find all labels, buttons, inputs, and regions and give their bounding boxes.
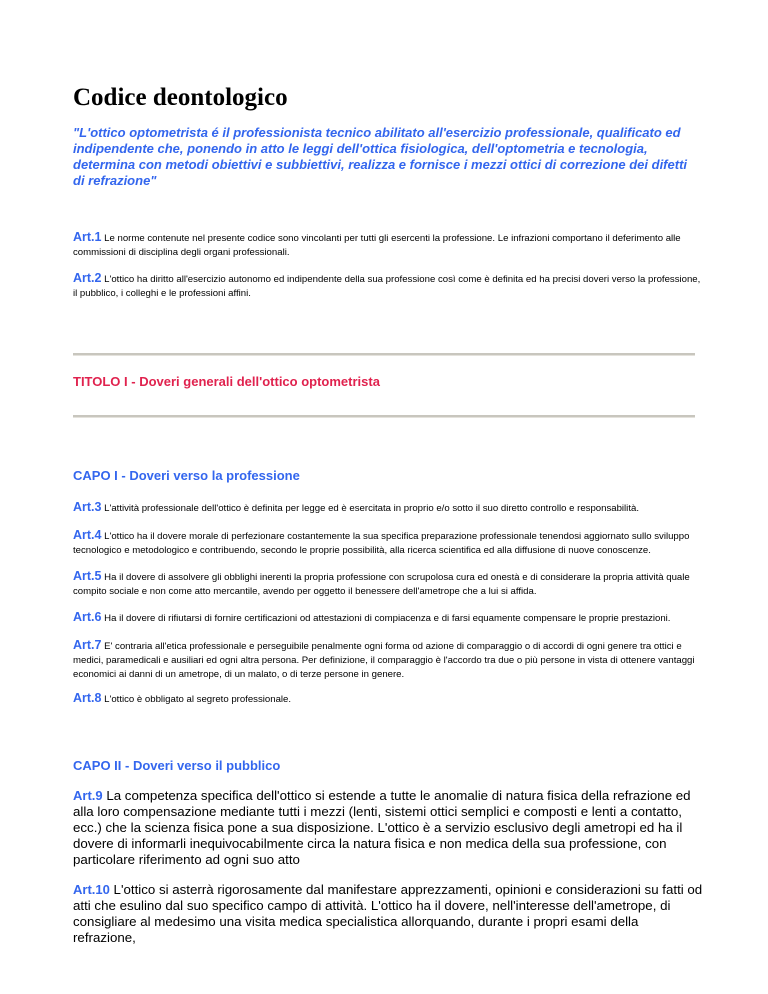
- article-text: Ha il dovere di assolvere gli obblighi inerenti la propria professione con scrupolosa cura ed onestà e di considerare la propria attività quale compito sociale e non come atto mercantile, avendo per oggetto il benessere dell'ametrope che a lui si affida.: [73, 572, 690, 597]
- article-text: Ha il dovere di rifiutarsi di fornire certificazioni od attestazioni di compiacenza e di farsi equamente compensare le proprie prestazioni.: [101, 613, 671, 624]
- article-number: Art.5: [73, 569, 102, 583]
- article-number: Art.2: [73, 271, 102, 285]
- chapter-heading: CAPO II - Doveri verso il pubblico: [73, 758, 281, 773]
- article-number: Art.8: [73, 691, 102, 705]
- article-1: [73, 230, 703, 260]
- chapter-heading: CAPO I - Doveri verso la professione: [73, 468, 300, 483]
- article-number: Art.9: [73, 788, 103, 803]
- article-number: Art.6: [73, 610, 102, 624]
- divider: [73, 353, 695, 356]
- article-text: L'attività professionale dell'ottico è definita per legge ed è esercitata in proprio e/o sotto il suo diretto controllo e responsabilità.: [101, 503, 639, 514]
- article-text: L'ottico ha diritto all'esercizio autonomo ed indipendente della sua professione così come è definita ed ha precisi doveri verso la professione, il pubblico, i colleghi e le professioni affini.: [73, 274, 701, 299]
- article-9: [73, 788, 703, 868]
- article-10: [73, 882, 703, 946]
- article-number: Art.1: [73, 230, 102, 244]
- article-text: L'ottico si asterrà rigorosamente dal manifestare apprezzamenti, opinioni e considerazioni su fatti od atti che esulino dal suo specifico campo di attività. L'ottico ha il dovere, nell'interesse dell'ametrope, di consigliare al medesimo una visita medica specialistica allorquando, durante i propri esami della refrazione,: [73, 882, 703, 945]
- definition-quote: "L'ottico optometrista é il professionista tecnico abilitato all'esercizio professionale, qualificato ed indipendente che, ponendo in atto le leggi dell'ottica fisiologica, dell'optometria e tecnologia, determina con metodi obiettivi e subbiettivi, realizza e fornisce i mezzi ottici di correzione dei difetti di refrazione": [73, 125, 688, 188]
- page-title: Codice deontologico: [73, 84, 288, 111]
- article-text: E' contraria all'etica professionale e perseguibile penalmente ogni forma od azione di comparaggio o di accordi di ogni genere tra ottici e medici, paramedicali e ausiliari ed ogni altra persona. Per definizione, il comparaggio è l'accordo tra due o più persone in vista di ottenere vantaggi economici ai danni di un ametrope, di un malato, o di terze persone in genere.: [73, 641, 695, 680]
- section-title: TITOLO I - Doveri generali dell'ottico optometrista: [73, 374, 380, 389]
- divider: [73, 415, 695, 418]
- article-number: Art.3: [73, 500, 102, 514]
- article-text: L'ottico è obbligato al segreto professionale.: [101, 694, 292, 705]
- article-text: La competenza specifica dell'ottico si estende a tutte le anomalie di natura fisica della refrazione ed alla loro compensazione mediante tutti i mezzi (lenti, sistemi ottici semplici e composti e lenti a contatto, ecc.) che la scienza fisica pone a sua disposizione. L'ottico è a servizio esclusivo degli ametropi ed ha il dovere di informarli inequivocabilmente circa la natura fisica e non medica della sua professione, con particolare riferimento ad ogni suo atto: [73, 788, 691, 867]
- article-number: Art.10: [73, 882, 110, 897]
- article-7: [73, 638, 703, 682]
- article-6: [73, 610, 703, 626]
- article-number: Art.4: [73, 528, 102, 542]
- article-2: [73, 271, 703, 301]
- article-5: [73, 569, 703, 599]
- article-text: Le norme contenute nel presente codice sono vincolanti per tutti gli esercenti la professione. Le infrazioni comportano il deferimento alle commissioni di disciplina degli organi professionali.: [73, 233, 681, 258]
- article-3: [73, 500, 703, 516]
- article-text: L'ottico ha il dovere morale di perfezionare costantemente la sua specifica preparazione professionale tenendosi aggiornato sullo sviluppo tecnologico e metodologico e contribuendo, secondo le proprie possibilità, alla ricerca scientifica ed alla diffusione di nuove conoscenze.: [73, 531, 690, 556]
- article-4: [73, 528, 703, 558]
- article-8: [73, 691, 703, 707]
- article-number: Art.7: [73, 638, 102, 652]
